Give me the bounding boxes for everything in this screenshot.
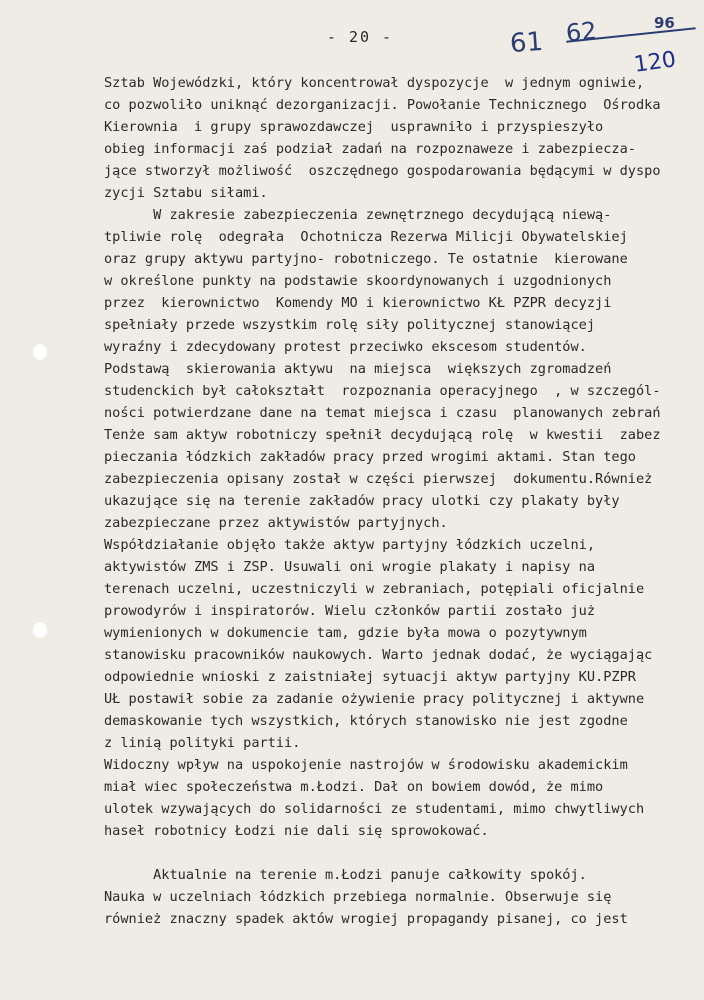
text-line: Widoczny wpływ na uspokojenie nastrojów w środowisku akademickim bbox=[104, 757, 628, 773]
text-line: haseł robotnicy Łodzi nie dali się sprowokować. bbox=[104, 823, 489, 839]
text-line: demaskowanie tych wszystkich, których stanowisko nie jest zgodne bbox=[104, 713, 628, 729]
text-line: wymienionych w dokumencie tam, gdzie była mowa o pozytywnym bbox=[104, 625, 587, 641]
text-line: prowodyrów i inspiratorów. Wielu członków partii zostało już bbox=[104, 603, 596, 619]
text-line: ności potwierdzane dane na temat miejsca i czasu planowanych zebrań bbox=[104, 405, 661, 421]
text-line: co pozwoliło uniknąć dezorganizacji. Powołanie Technicznego Ośrodka bbox=[104, 97, 661, 113]
handwritten-folio-62: 62 bbox=[564, 16, 598, 48]
typewritten-body bbox=[104, 72, 700, 930]
text-line: pieczania łódzkich zakładów pracy przed wrogimi aktami. Stan tego bbox=[104, 449, 636, 465]
text-line: obieg informacji zaś podział zadań na rozpoznaweze i zabezpiecza- bbox=[104, 141, 636, 157]
text-line: jące stworzył możliwość oszczędnego gospodarowania będącymi w dyspo bbox=[104, 163, 661, 179]
text-line: ukazujące się na terenie zakładów pracy ulotki czy plakaty były bbox=[104, 493, 620, 509]
text-line: terenach uczelni, uczestniczyli w zebraniach, potępiali oficjalnie bbox=[104, 581, 645, 597]
handwritten-folio-120: 120 bbox=[632, 47, 678, 78]
text-line: z linią polityki partii. bbox=[104, 735, 301, 751]
text-line: zabezpieczenia opisany został w części pierwszej dokumentu.Również bbox=[104, 471, 653, 487]
text-line: Nauka w uczelniach łódzkich przebiega normalnie. Obserwuje się bbox=[104, 889, 612, 905]
text-line: Sztab Wojewódzki, który koncentrował dyspozycje w jednym ogniwie, bbox=[104, 75, 645, 91]
text-line: ulotek wzywających do solidarności ze studentami, mimo chwytliwych bbox=[104, 801, 645, 817]
text-line: stanowisku pracowników naukowych. Warto jednak dodać, że wyciągając bbox=[104, 647, 653, 663]
text-line bbox=[104, 842, 700, 864]
text-line: UŁ postawił sobie za zadanie ożywienie pracy politycznej i aktywne bbox=[104, 691, 645, 707]
text-line: spełniały przede wszystkim rolę siły politycznej stanowiącej bbox=[104, 317, 596, 333]
text-line: Tenże sam aktyw robotniczy spełnił decydującą rolę w kwestii zabez bbox=[104, 427, 661, 443]
text-line: oraz grupy aktywu partyjno- robotniczego. Te ostatnie kierowane bbox=[104, 251, 628, 267]
punch-hole-bottom bbox=[33, 622, 47, 638]
text-line: zabezpieczane przez aktywistów partyjnych. bbox=[104, 515, 448, 531]
text-line: przez kierownictwo Komendy MO i kierownictwo KŁ PZPR decyzji bbox=[104, 295, 612, 311]
text-line: zycji Sztabu siłami. bbox=[104, 185, 268, 201]
text-line: wyraźny i zdecydowany protest przeciwko ekscesom studentów. bbox=[104, 339, 587, 355]
text-line: Kierownia i grupy sprawozdawczej usprawniło i przyspieszyło bbox=[104, 119, 604, 135]
text-line: Podstawą skierowania aktywu na miejsca większych zgromadzeń bbox=[104, 361, 612, 377]
text-line: Aktualnie na terenie m.Łodzi panuje całkowity spokój. bbox=[104, 867, 587, 883]
text-line: Współdziałanie objęło także aktyw partyjny łódzkich uczelni, bbox=[104, 537, 596, 553]
text-line: W zakresie zabezpieczenia zewnętrznego decydującą niewą- bbox=[104, 207, 612, 223]
handwritten-folio-96: 96 bbox=[654, 14, 675, 32]
text-line: miał wiec społeczeństwa m.Łodzi. Dał on bowiem dowód, że mimo bbox=[104, 779, 604, 795]
text-line: w określone punkty na podstawie skoordynowanych i uzgodnionych bbox=[104, 273, 612, 289]
handwritten-folio-61: 61 bbox=[508, 26, 545, 60]
text-line: studenckich był całokształt rozpoznania operacyjnego , w szczegól- bbox=[104, 383, 661, 399]
text-line: aktywistów ZMS i ZSP. Usuwali oni wrogie plakaty i napisy na bbox=[104, 559, 596, 575]
text-line: tpliwie rolę odegrała Ochotnicza Rezerwa Milicji Obywatelskiej bbox=[104, 229, 628, 245]
text-line: odpowiednie wnioski z zaistniałej sytuacji aktyw partyjny KU.PZPR bbox=[104, 669, 636, 685]
page-number: - 20 - bbox=[326, 28, 394, 46]
text-line: również znaczny spadek aktów wrogiej propagandy pisanej, co jest bbox=[104, 911, 628, 927]
punch-hole-top bbox=[33, 344, 47, 360]
